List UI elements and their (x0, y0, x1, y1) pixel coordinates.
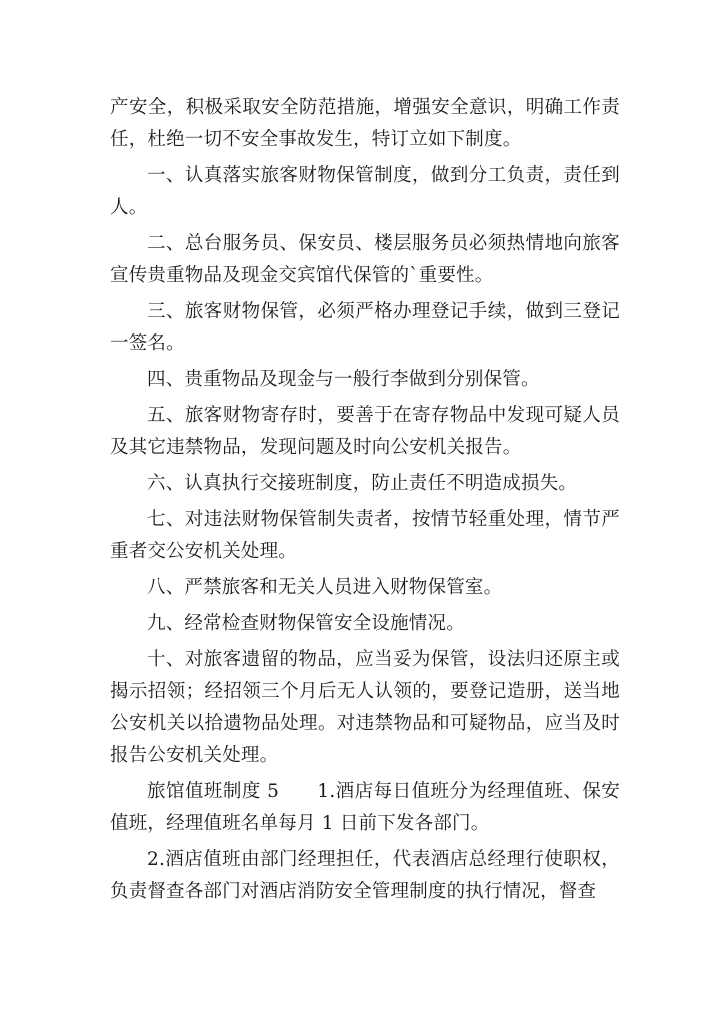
paragraph-item-10: 十、对旅客遗留的物品，应当妥为保管，设法归还原主或揭示招领；经招领三个月后无人认领的，要登记造册，送当地公安机关以拾遗物品处理。对违禁物品和可疑物品，应当及时报告公安机关处理。 (110, 649, 620, 766)
paragraph-item-7: 七、对违法财物保管制失责者，按情节轻重处理，情节严重者交公安机关处理。 (110, 509, 620, 562)
paragraph-item-6: 六、认真执行交接班制度，防止责任不明造成损失。 (147, 473, 578, 494)
paragraph-item-9: 九、经常检查财物保管安全设施情况。 (147, 613, 465, 634)
paragraph-item-2: 二、总台服务员、保安员、楼层服务员必须热情地向旅客宣传贵重物品及现金交宾馆代保管的`重要性。 (110, 233, 620, 286)
paragraph-intro: 产安全，积极采取安全防范措施，增强安全意识，明确工作责任，杜绝一切不安全事故发生，特订立如下制度。 (110, 97, 620, 150)
document-body (110, 92, 620, 908)
paragraph-item-5: 五、旅客财物寄存时，要善于在寄存物品中发现可疑人员及其它违禁物品，发现问题及时向公安机关报告。 (110, 405, 620, 458)
paragraph-duty-system: 旅馆值班制度 5 1.酒店每日值班分为经理值班、保安值班，经理值班名单每月 1 日前下发各部门。 (110, 781, 620, 834)
paragraph-item-8: 八、严禁旅客和无关人员进入财物保管室。 (147, 577, 503, 598)
paragraph-item-3: 三、旅客财物保管，必须严格办理登记手续，做到三登记一签名。 (110, 301, 620, 354)
paragraph-item-4: 四、贵重物品及现金与一般行李做到分别保管。 (147, 369, 540, 390)
paragraph-item-1: 一、认真落实旅客财物保管制度，做到分工负责，责任到人。 (110, 165, 620, 218)
paragraph-duty-item-2: 2.酒店值班由部门经理担任，代表酒店总经理行使职权，负责督查各部门对酒店消防安全管理制度的执行情况，督查 (110, 849, 620, 902)
